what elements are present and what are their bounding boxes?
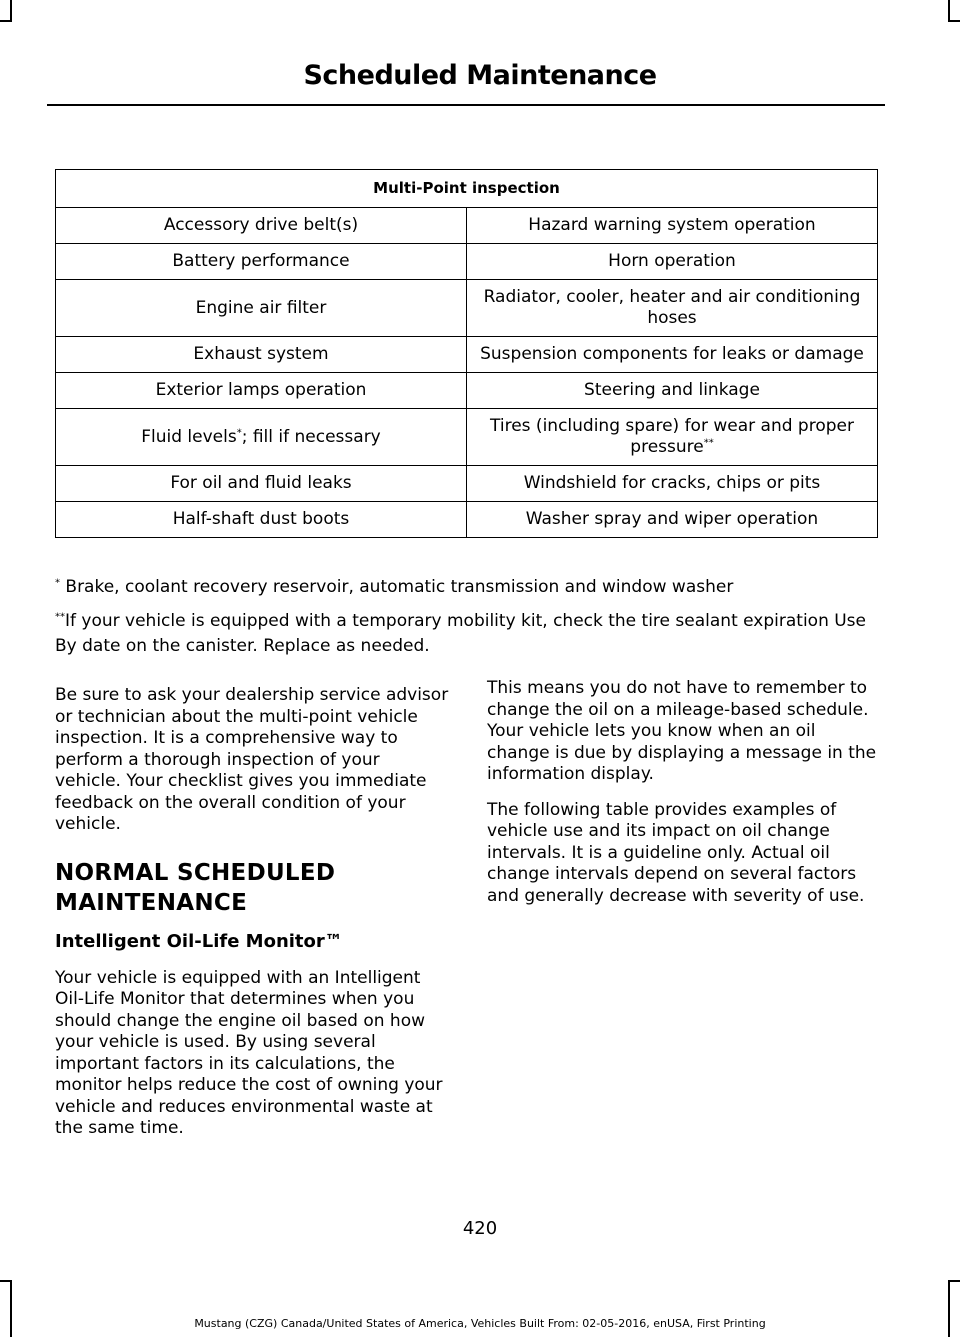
table-cell: Exterior lamps operation <box>56 373 467 409</box>
footnote-text: If your vehicle is equipped with a temporary mobility kit, check the tire sealant expiration Use By date on the canister. Replace as needed. <box>55 611 867 656</box>
footnote-marker: * <box>236 426 242 438</box>
table-cell: Radiator, cooler, heater and air conditioning hoses <box>467 280 878 337</box>
table-cell: Windshield for cracks, chips or pits <box>467 466 878 502</box>
footnote-marker: * <box>55 577 60 589</box>
multi-point-inspection-table <box>55 169 878 538</box>
table-row <box>56 244 878 280</box>
section-heading: NORMAL SCHEDULED MAINTENANCE <box>55 859 336 916</box>
crop-mark-top-right-h <box>948 20 960 22</box>
table-cell <box>467 409 878 466</box>
table-cell: Hazard warning system operation <box>467 208 878 244</box>
table-row <box>56 409 878 466</box>
cell-text-suffix: ; fill if necessary <box>241 426 381 447</box>
body-paragraph: Your vehicle is equipped with an Intelligent Oil-Life Monitor that determines when you should change the engine oil based on how your vehicle is used. By using several important factors in its calculations, the monitor helps reduce the cost of owning your vehicle and reduces environmental waste at the same time. <box>55 967 443 1138</box>
table-row <box>56 208 878 244</box>
crop-mark-bottom-right-h <box>948 1280 960 1282</box>
crop-mark-top-left-h <box>0 20 12 22</box>
table-cell: Battery performance <box>56 244 467 280</box>
title-divider <box>47 104 885 106</box>
table-cell: Steering and linkage <box>467 373 878 409</box>
table-cell: Exhaust system <box>56 337 467 373</box>
table-cell: Engine air filter <box>56 280 467 337</box>
table-row <box>56 373 878 409</box>
table-row <box>56 337 878 373</box>
table-row <box>56 466 878 502</box>
crop-mark-top-right-v <box>948 0 950 20</box>
page-number: 420 <box>462 1218 498 1239</box>
footnote-1 <box>55 575 883 600</box>
crop-mark-top-left-v <box>10 0 12 20</box>
table-caption: Multi-Point inspection <box>56 170 878 208</box>
table-row <box>56 502 878 538</box>
body-paragraph: This means you do not have to remember to change the oil on a mileage-based schedule. Your vehicle lets you know when an oil change is due by displaying a message in the information display. <box>487 678 877 784</box>
subsection-heading: Intelligent Oil-Life Monitor™ <box>55 930 343 952</box>
table-cell: Half-shaft dust boots <box>56 502 467 538</box>
table-cell: For oil and fluid leaks <box>56 466 467 502</box>
table-cell: Accessory drive belt(s) <box>56 208 467 244</box>
cell-text: Fluid levels <box>141 426 237 447</box>
intro-paragraph: Be sure to ask your dealership service advisor or technician about the multi-point vehicle inspection. It is a comprehensive way to perform a thorough inspection of your vehicle. Your checklist gives you immediate feedback on the overall condition of your vehicle. <box>55 685 449 834</box>
footnote-text: Brake, coolant recovery reservoir, automatic transmission and window washer <box>60 577 734 597</box>
cell-text: Tires (including spare) for wear and proper pressure <box>490 416 854 457</box>
left-column <box>55 685 450 1154</box>
footnote-2 <box>55 609 883 659</box>
crop-mark-bottom-left-h <box>0 1280 12 1282</box>
footnote-marker: ** <box>55 611 65 623</box>
print-info: Mustang (CZG) Canada/United States of America, Vehicles Built From: 02-05-2016, enUSA, First Printing <box>194 1317 766 1330</box>
right-column <box>487 678 882 921</box>
footnote-marker: ** <box>703 437 714 449</box>
table-cell: Horn operation <box>467 244 878 280</box>
page-title: Scheduled Maintenance <box>303 60 657 91</box>
table-header-row <box>56 170 878 208</box>
body-paragraph: The following table provides examples of vehicle use and its impact on oil change intervals. It is a guideline only. Actual oil change intervals depend on several factors and generally decrease with severity of use. <box>487 799 865 906</box>
table-row <box>56 280 878 337</box>
table-cell: Suspension components for leaks or damage <box>467 337 878 373</box>
table-cell: Washer spray and wiper operation <box>467 502 878 538</box>
table-cell <box>56 409 467 466</box>
